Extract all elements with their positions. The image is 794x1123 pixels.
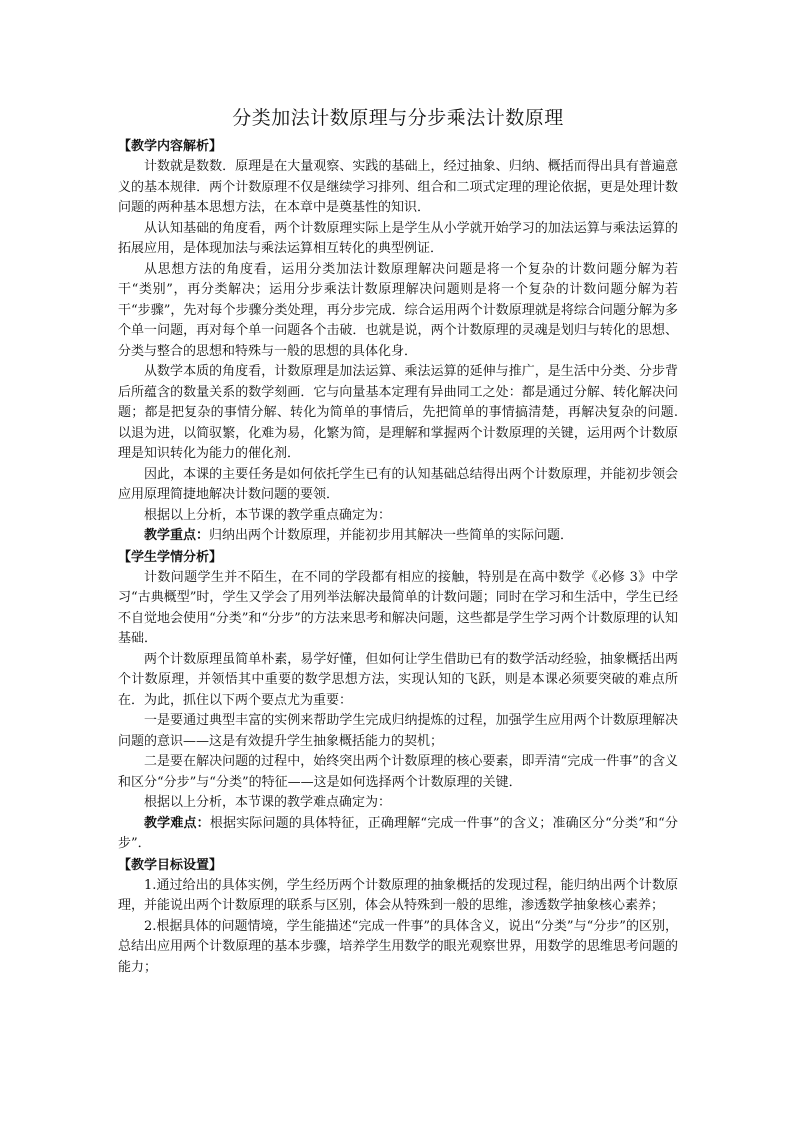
section-student-analysis bbox=[118, 547, 678, 855]
goal-item: 2.根据具体的问题情境，学生能描述“完成一件事”的具体含义，说出“分类”与“分步”的区别，总结出应用两个计数原理的基本步骤，培养学生用数学的眼光观察世界，用数学的思维思考问题的能力； bbox=[118, 918, 678, 975]
paragraph: 根据以上分析，本节课的教学难点确定为： bbox=[144, 795, 392, 810]
paragraph: 一是要通过典型丰富的实例来帮助学生完成归纳提炼的过程，加强学生应用两个计数原理解决问题的意识——这是有效提升学生抽象概括能力的契机； bbox=[118, 713, 678, 749]
section-heading: 【学生学情分析】 bbox=[118, 549, 223, 565]
paragraph: 从认知基础的角度看，两个计数原理实际上是学生从小学就开始学习的加法运算与乘法运算的拓展应用，是体现加法与乘法运算相互转化的典型例证． bbox=[118, 220, 678, 256]
goal-item: 1.通过给出的具体实例，学生经历两个计数原理的抽象概括的发现过程，能归纳出两个计数原理，并能说出两个计数原理的联系与区别，体会从特殊到一般的思维，渗透数学抽象核心素养； bbox=[118, 877, 678, 913]
teaching-key-point bbox=[118, 526, 678, 547]
section-goals bbox=[118, 855, 678, 979]
key-point-text: 归纳出两个计数原理，并能初步用其解决一些简单的实际问题． bbox=[209, 528, 574, 543]
difficulty-label: 教学难点： bbox=[144, 815, 210, 831]
difficulty-text: 根据实际问题的具体特征，正确理解“完成一件事”的含义；准确区分“分类”和“分步”． bbox=[118, 815, 678, 851]
teaching-difficulty bbox=[118, 814, 678, 855]
paragraph: 从数学本质的角度看，计数原理是加法运算、乘法运算的延伸与推广，是生活中分类、分步背后所蕴含的数量关系的数学刻画．它与向量基本定理有异曲同工之处：都是通过分解、转化解决问题；都是把复杂的事情分解、转化为简单的事情后，先把简单的事情搞清楚，再解决复杂的问题.以退为进，以简驭繁，化难为易，化繁为简，是理解和掌握两个计数原理的关键，运用两个计数原理是知识转化为能力的催化剂． bbox=[118, 364, 678, 461]
paragraph: 两个计数原理虽简单朴素，易学好懂，但如何让学生借助已有的数学活动经验，抽象概括出两个计数原理，并领悟其中重要的数学思想方法，实现认知的飞跃，则是本课必须要突破的难点所在．为此，抓住以下两个要点尤为重要： bbox=[118, 651, 678, 708]
document-page bbox=[118, 104, 678, 978]
paragraph: 因此，本课的主要任务是如何依托学生已有的认知基础总结得出两个计数原理，并能初步领会应用原理简捷地解决计数问题的要领． bbox=[118, 466, 678, 502]
section-heading: 【教学内容解析】 bbox=[118, 139, 223, 154]
paragraph: 计数就是数数．原理是在大量观察、实践的基础上，经过抽象、归纳、概括而得出具有普遍意义的基本规律．两个计数原理不仅是继续学习排列、组合和二项式定理的理论依据，更是处理计数问题的两种基本思想方法，在本章中是奠基性的知识． bbox=[118, 159, 678, 215]
section-heading: 【教学目标设置】 bbox=[118, 857, 223, 873]
paragraph: 计数问题学生并不陌生，在不同的学段都有相应的接触，特别是在高中数学《必修 3》中学习“古典概型”时，学生又学会了用列举法解决最简单的计数问题；同时在学习和生活中，学生已经不自觉地会使用“分类”和“分步”的方法来思考和解决问题，这些都是学生学习两个计数原理的认知基础． bbox=[118, 569, 678, 646]
key-point-label: 教学重点： bbox=[144, 528, 210, 543]
paragraph: 二是要在解决问题的过程中，始终突出两个计数原理的核心要素，即弄清“完成一件事”的含义和区分“分步”与“分类”的特征——这是如何选择两个计数原理的关键． bbox=[118, 754, 678, 790]
section-content-analysis bbox=[118, 136, 678, 547]
paragraph: 根据以上分析，本节课的教学重点确定为： bbox=[144, 507, 392, 523]
paragraph: 从思想方法的角度看，运用分类加法计数原理解决问题是将一个复杂的计数问题分解为若干“类别”，再分类解决；运用分步乘法计数原理解决问题则是将一个复杂的计数问题分解为若干“步骤”，先对每个步骤分类处理，再分步完成．综合运用两个计数原理就是将综合问题分解为多个单一问题，再对每个单一问题各个击破．也就是说，两个计数原理的灵魂是划归与转化的思想、分类与整合的思想和特殊与一般的思想的具体化身． bbox=[118, 261, 678, 359]
page-title: 分类加法计数原理与分步乘法计数原理 bbox=[232, 107, 564, 129]
